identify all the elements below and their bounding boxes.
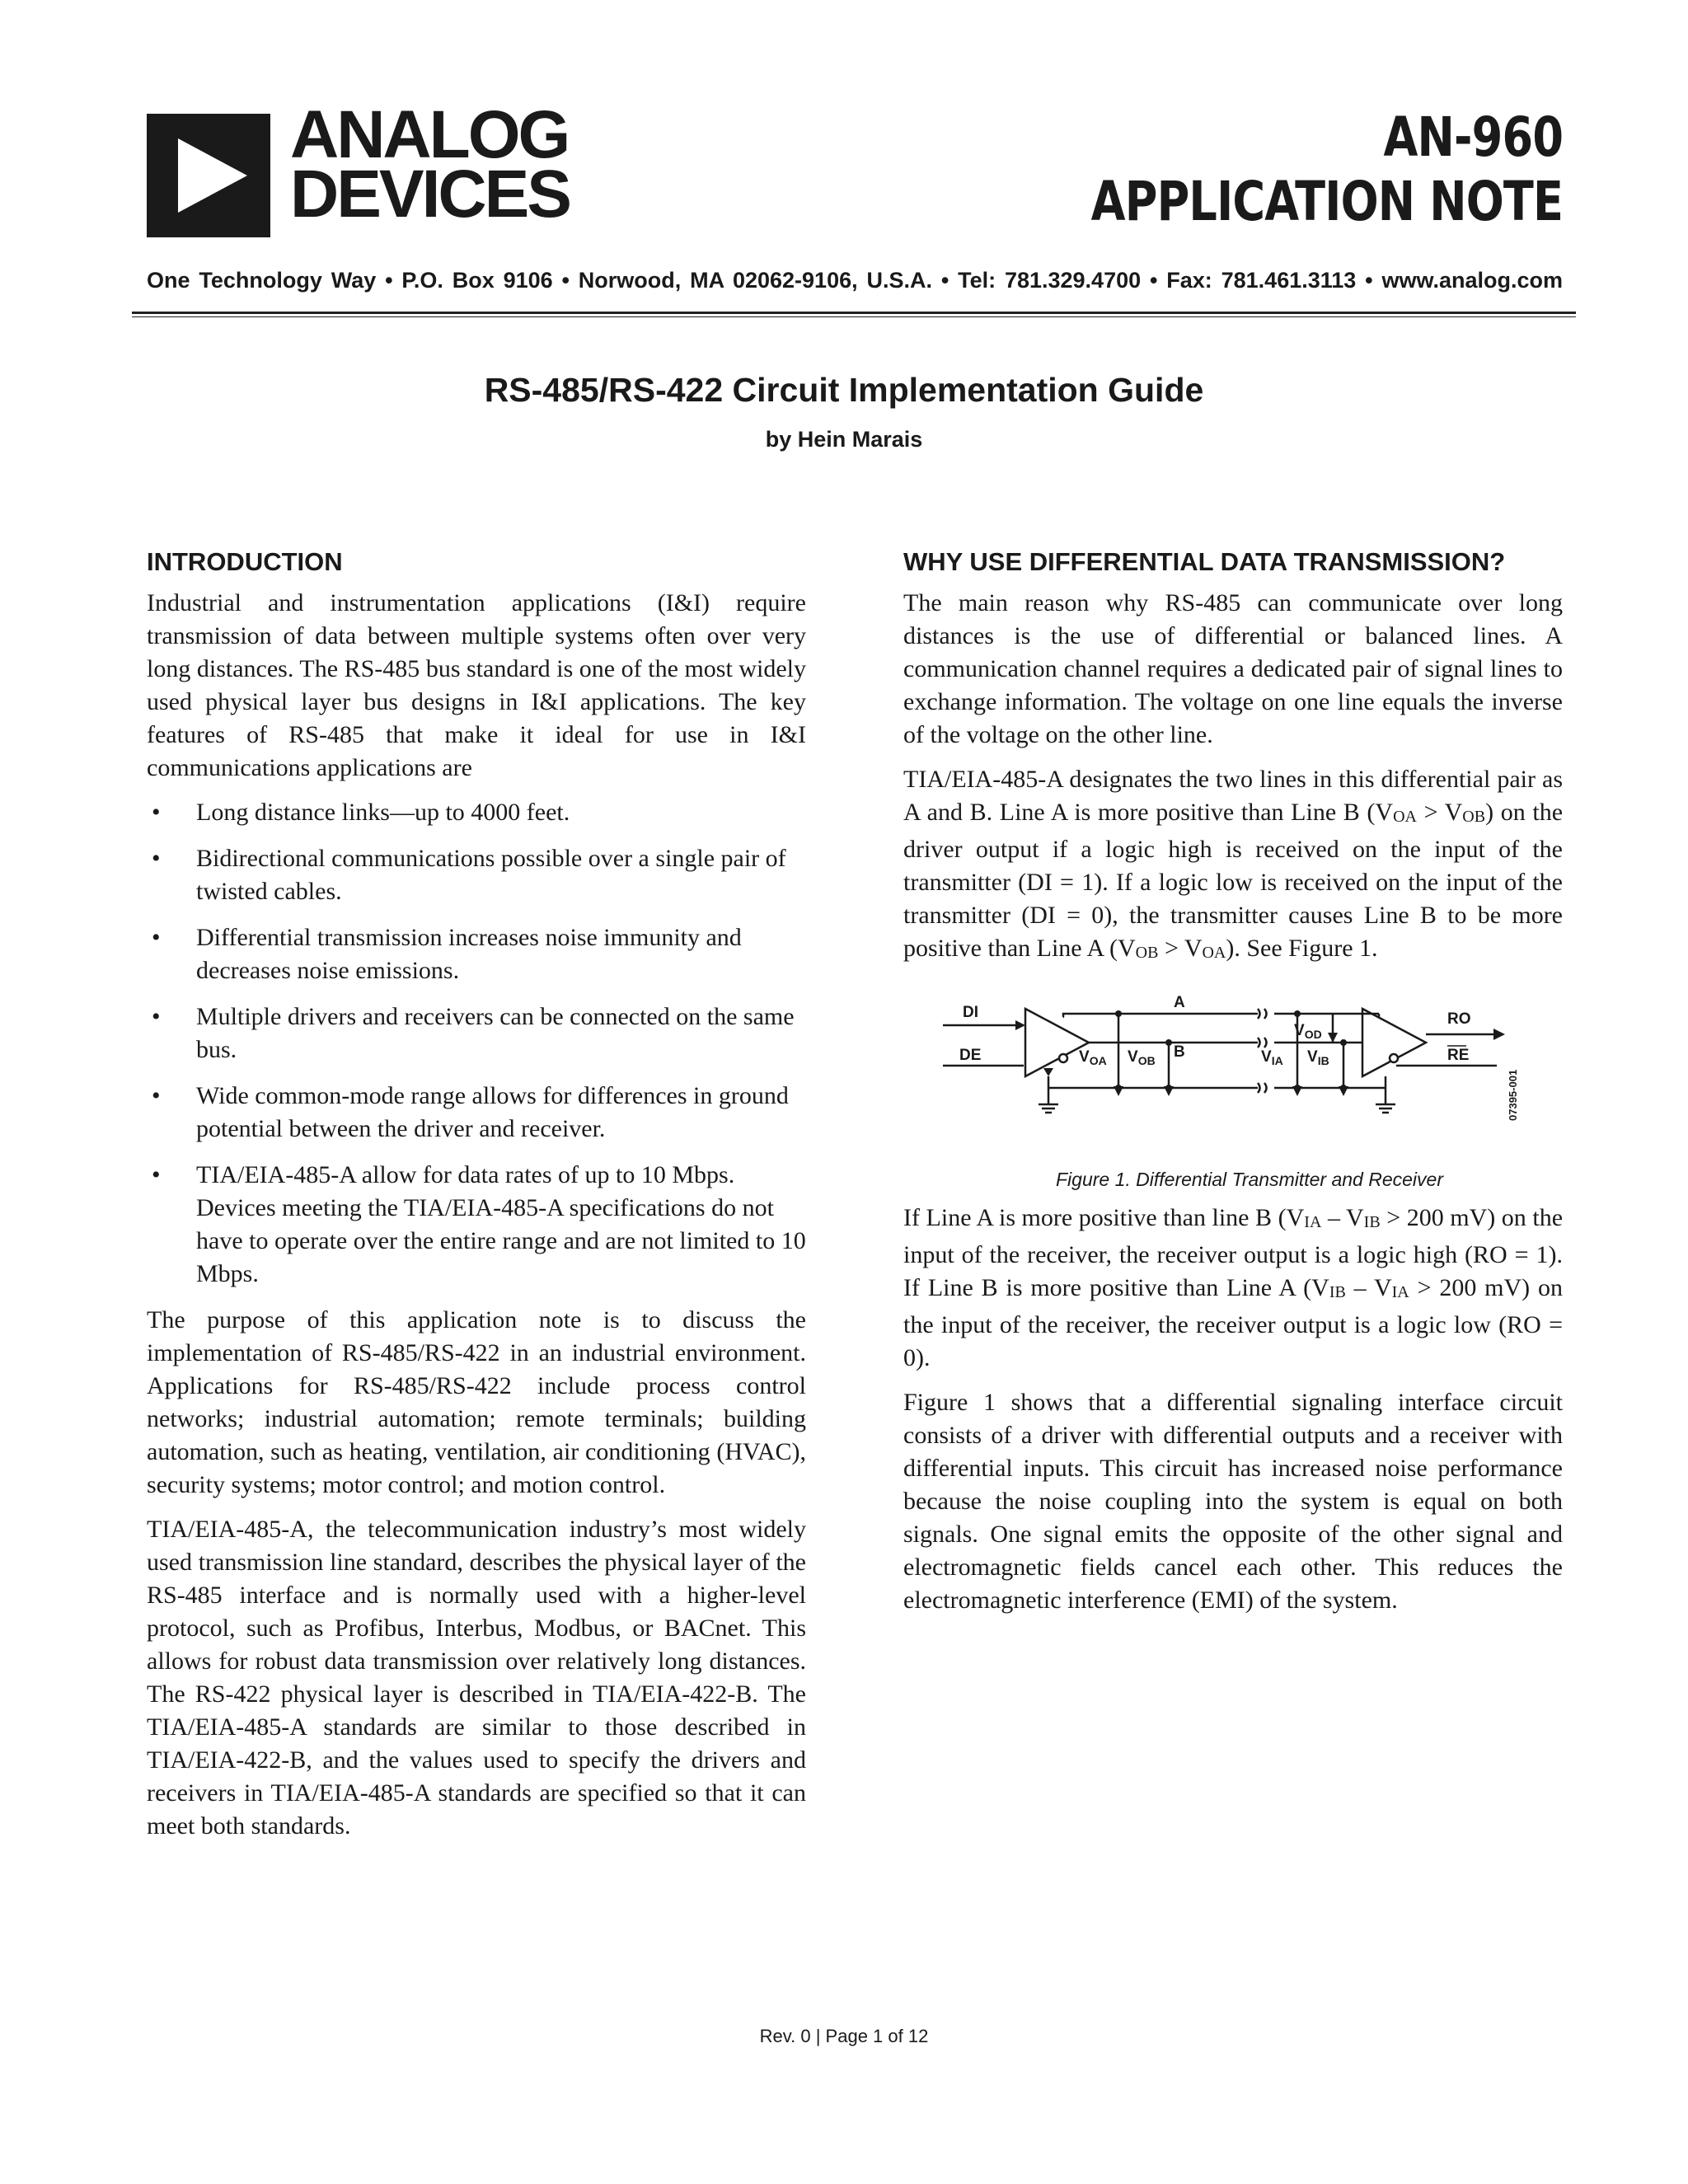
vod-arrow-icon — [1328, 1033, 1338, 1043]
doc-type: APPLICATION NOTE — [1090, 170, 1563, 233]
label-a: A — [1174, 994, 1185, 1011]
receiver-enable-bubble — [1390, 1054, 1398, 1062]
header-rule — [132, 312, 1576, 314]
feature-list — [147, 796, 806, 1291]
list-item: • TIA/EIA-485-A allow for data rates of up to 10 Mbps. Devices meeting the TIA/EIA-485-A specifications do not have to operate over the entire range and are not limited to 10 Mbps. — [147, 1159, 806, 1291]
driver-enable-bubble — [1059, 1054, 1067, 1062]
right-column — [903, 546, 1563, 1629]
intro-paragraph-2: The purpose of this application note is to discuss the implementation of RS-485/RS-422 in an industrial environment. Applications for RS-485/RS-422 include process control networks; industrial automation; remote terminals; building automation, such as heating, ventilation, air conditioning (HVAC), security systems; motor control; and motion control. — [147, 1306, 806, 1498]
figure-1 — [903, 981, 1563, 1162]
why-paragraph-3: If Line A is more positive than line B ($V_{IA} - V_{IB} > 200$ mV) on the input of the receiver, the receiver output is a logic high (RO = 1). If Line B is more positive than Line A ($V_{IB} - V_{IA} > 200$ mV) on the input of the receiver, the receiver output is a logic low (RO = 0). — [903, 1204, 1564, 1371]
driver-amplifier-icon — [1025, 1009, 1089, 1076]
label-vob: $V_{OB}$ — [1128, 1048, 1156, 1067]
page-title: RS-485/RS-422 Circuit Implementation Guide — [484, 371, 1204, 409]
why-paragraph-4: Figure 1 shows that a differential signaling interface circuit consists of a driver with differential outputs and a receiver with differential inputs. This circuit has increased noise performance because the noise coupling into the system is equal on both signals. One signal emits the opposite of the other signal and electromagnetic fields cancel each other. This reduces the electromagnetic interference (EMI) of the system. — [903, 1389, 1563, 1614]
vib-arrow-icon — [1339, 1086, 1348, 1096]
label-re: RE — [1447, 1047, 1470, 1064]
company-logo — [147, 114, 270, 237]
logo-wordmark — [290, 97, 570, 232]
author-line: by Hein Marais — [765, 427, 923, 452]
company-address: One Technology Way • P.O. Box 9106 • Norwood, MA 02062-9106, U.S.A. • Tel: 781.329.4700 • Fax: 781.461.3113 • www.analog.com — [147, 268, 1563, 293]
label-vod: $V_{OD}$ — [1294, 1022, 1322, 1041]
list-item: • Bidirectional communications possible over a single pair of twisted cables. — [147, 842, 806, 908]
ro-arrow-icon — [1493, 1029, 1505, 1040]
label-b: B — [1174, 1043, 1185, 1061]
figure-caption: Figure 1. Differential Transmitter and Receiver — [1056, 1169, 1443, 1190]
voa-arrow-icon — [1114, 1086, 1123, 1096]
label-via: $V_{IA}$ — [1261, 1048, 1283, 1067]
intro-paragraph-3: TIA/EIA-485-A, the telecommunication industry’s most widely used transmission line standard, describes the physical layer of the RS-485 interface and is normally used with a higher-level protocol, such as Profibus, Interbus, Modbus, or BACnet. This allows for robust data transmission over relatively long distances. The RS-422 physical layer is described in TIA/EIA-422-B. The TIA/EIA-485-A standards are similar to those described in TIA/EIA-422-B, and the values used to specify the drivers and receivers in TIA/EIA-485-A standards are specified so that it can meet both standards. — [147, 1516, 806, 1840]
label-ro: RO — [1447, 1010, 1471, 1028]
logo-line-2: DEVICES — [290, 157, 570, 232]
vob-arrow-icon — [1164, 1086, 1174, 1096]
logo-line-1: ANALOG — [290, 97, 569, 172]
page-footer: Rev. 0 | Page 1 of 12 — [759, 2026, 929, 2046]
circuit-diagram — [903, 981, 1563, 1162]
header-rule-thin — [132, 316, 1576, 317]
why-paragraph-2: TIA/EIA-485-A designates the two lines in this differential pair as A and B. Line A is more positive than Line B $(V_{OA} > V_{OB})$ on the driver output if a logic high is received on the input of the transmitter (DI = 1). If a logic low is received on the input of the transmitter (DI = 0), the transmitter causes Line B to be more positive than Line A $(V_{OB} > V_{OA})$. See Figure 1. — [903, 766, 1564, 962]
left-column — [147, 546, 806, 1854]
document-id — [1090, 105, 1563, 234]
via-arrow-icon — [1292, 1086, 1302, 1096]
why-heading: WHY USE DIFFERENTIAL DATA TRANSMISSION? — [903, 547, 1506, 576]
label-di: DI — [963, 1004, 978, 1021]
label-vib: $V_{IB}$ — [1307, 1048, 1329, 1067]
figure-code: 07395-001 — [1507, 1069, 1519, 1121]
doc-number: AN-960 — [1383, 105, 1563, 169]
di-arrow-icon — [1015, 1020, 1025, 1030]
label-voa: $V_{OA}$ — [1079, 1048, 1107, 1067]
list-item: • Multiple drivers and receivers can be connected on the same bus. — [147, 1001, 806, 1066]
list-item: • Long distance links—up to 4000 feet. — [147, 796, 806, 829]
logo-triangle-icon — [147, 114, 270, 237]
list-item: • Differential transmission increases noise immunity and decreases noise emissions. — [147, 921, 806, 987]
list-item: • Wide common-mode range allows for differences in ground potential between the driver and receiver. — [147, 1080, 806, 1146]
intro-paragraph-1: Industrial and instrumentation applications (I&I) require transmission of data between multiple systems often over very long distances. The RS-485 bus standard is one of the most widely used physical layer bus designs in I&I applications. The key features of RS-485 that make it ideal for use in I&I communications applications are — [147, 589, 806, 781]
de-arrow-icon — [1043, 1068, 1053, 1076]
intro-heading: INTRODUCTION — [147, 547, 343, 576]
label-de: DE — [959, 1047, 982, 1064]
why-paragraph-1: The main reason why RS-485 can communicate over long distances is the use of differential or balanced lines. A communication channel requires a dedicated pair of signal lines to exchange information. The voltage on one line equals the inverse of the voltage on the other line. — [903, 589, 1563, 748]
